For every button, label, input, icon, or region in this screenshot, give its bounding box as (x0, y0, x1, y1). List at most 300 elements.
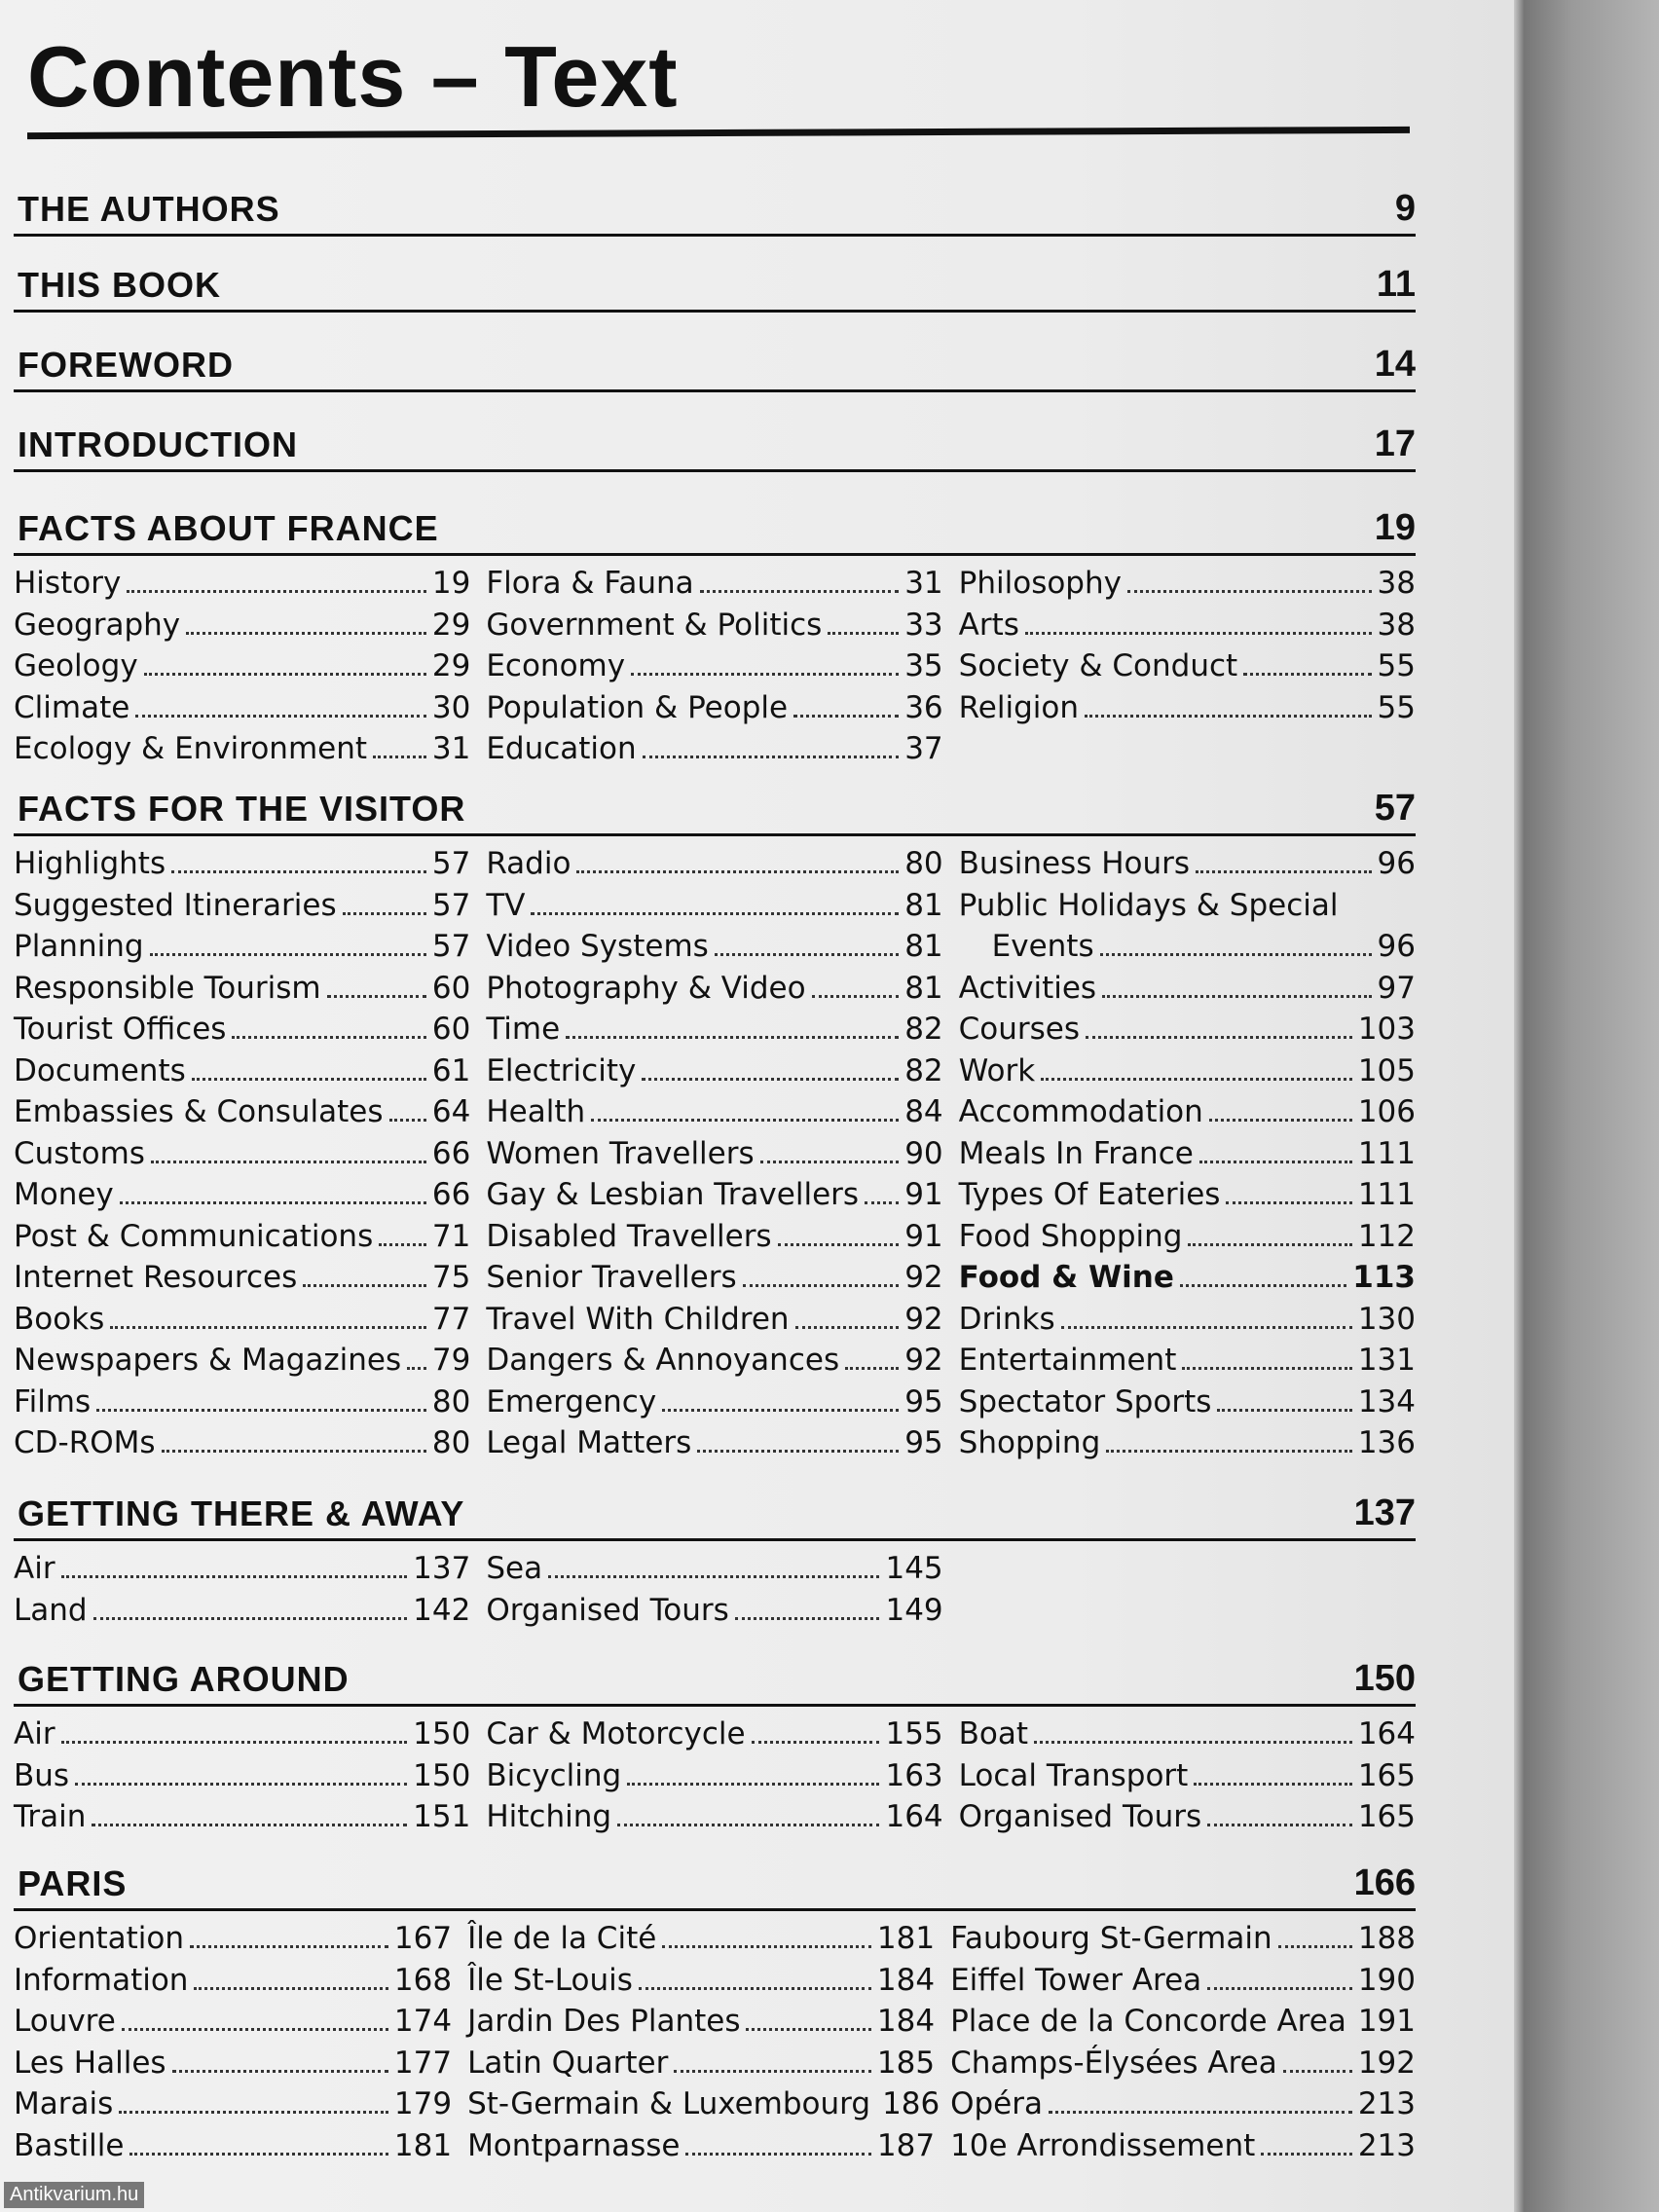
toc-entry-label: Jardin Des Plantes (467, 2004, 741, 2039)
toc-entry[interactable] (14, 1921, 452, 1963)
dot-leader (1196, 863, 1372, 873)
entry-column (486, 566, 942, 773)
toc-entry-label: Legal Matters (486, 1425, 692, 1460)
toc-entry[interactable] (486, 1343, 942, 1384)
toc-entry-page: 57 (431, 929, 471, 964)
toc-entry-label: Food & Wine (958, 1260, 1174, 1295)
toc-entry[interactable] (486, 929, 942, 971)
toc-entry-page: 80 (904, 846, 943, 881)
toc-entry-page: 92 (904, 1343, 943, 1378)
section-page-number: 150 (1353, 1658, 1416, 1699)
toc-entry-label: Car & Motorcycle (486, 1716, 746, 1751)
toc-entry-page: 60 (431, 970, 471, 1006)
section-heading[interactable] (14, 421, 1416, 472)
toc-entry[interactable] (959, 929, 1416, 971)
toc-entry[interactable] (959, 846, 1416, 888)
toc-entry-page: 57 (431, 846, 471, 881)
section-title: INTRODUCTION (18, 424, 298, 464)
section-heading[interactable] (14, 341, 1416, 392)
toc-entry-page: 112 (1357, 1218, 1416, 1254)
toc-entry-page: 168 (393, 1962, 453, 1998)
dot-leader (1086, 1028, 1352, 1039)
section-title: FACTS FOR THE VISITOR (18, 789, 466, 829)
toc-entry[interactable] (14, 1136, 470, 1178)
toc-entry-label: Marais (14, 2086, 114, 2121)
toc-entry-page: 97 (1377, 970, 1416, 1006)
toc-entry[interactable] (486, 690, 942, 732)
toc-entry-page: 31 (904, 566, 943, 601)
toc-entry[interactable] (959, 1343, 1416, 1384)
toc-entry[interactable] (14, 1425, 470, 1467)
toc-entry[interactable] (14, 1716, 470, 1758)
toc-entry[interactable] (14, 2046, 452, 2087)
toc-entry[interactable] (14, 929, 470, 971)
toc-entry-label: Bus (14, 1757, 70, 1793)
toc-entry[interactable] (14, 888, 470, 930)
toc-entry[interactable] (486, 1136, 942, 1178)
toc-entry[interactable] (14, 846, 470, 888)
toc-entry-page: 33 (904, 607, 943, 643)
toc-entry-page: 181 (393, 2127, 453, 2163)
toc-entry[interactable] (486, 1758, 942, 1800)
toc-entry-page: 103 (1357, 1012, 1416, 1047)
toc-entry-label: Île St-Louis (467, 1962, 633, 1998)
section-the-authors (14, 185, 1416, 237)
dot-leader (1243, 665, 1371, 676)
toc-entry-page: 155 (885, 1716, 943, 1751)
toc-entry-label: Society & Conduct (958, 648, 1238, 683)
toc-entry-page: 106 (1357, 1094, 1416, 1129)
toc-entry-label: Champs-Élysées Area (950, 2045, 1277, 2081)
toc-entry[interactable] (486, 648, 942, 690)
toc-entry-label: Place de la Concorde Area (950, 2004, 1346, 2039)
toc-entry[interactable] (950, 2046, 1416, 2087)
dot-leader (1217, 1401, 1351, 1412)
dot-leader (389, 1111, 426, 1122)
toc-entry-label: Education (486, 731, 637, 766)
section-title: GETTING THERE & AWAY (18, 1493, 465, 1533)
toc-entry-label: Latin Quarter (467, 2045, 669, 2081)
dot-leader (1283, 2062, 1352, 2073)
dot-leader (685, 2145, 870, 2156)
toc-entry-label: Bicycling (486, 1757, 622, 1793)
toc-entry-page: 55 (1377, 648, 1416, 683)
toc-entry-page: 179 (393, 2086, 453, 2121)
toc-entry-page: 165 (1357, 1799, 1416, 1834)
dot-leader (119, 2103, 388, 2114)
toc-entry-page: 66 (431, 1135, 471, 1171)
section-heading[interactable] (14, 185, 1416, 237)
dot-leader (96, 1401, 426, 1412)
toc-entry[interactable] (959, 1384, 1416, 1426)
toc-entry-label: Films (14, 1383, 92, 1419)
toc-entry-page: 136 (1357, 1425, 1416, 1460)
entry-columns (14, 836, 1416, 1467)
toc-entry[interactable] (14, 690, 470, 732)
toc-entry-label: Emergency (486, 1383, 657, 1419)
toc-entry[interactable] (14, 1551, 470, 1593)
dot-leader (795, 1318, 900, 1329)
toc-entry-label: Air (14, 1716, 55, 1751)
section-heading[interactable] (14, 261, 1416, 313)
dot-leader (151, 1153, 426, 1163)
toc-entry-label: Eiffel Tower Area (950, 1962, 1202, 1998)
toc-entry-label: Bastille (14, 2127, 125, 2163)
dot-leader (379, 1235, 426, 1246)
dot-leader (700, 582, 900, 593)
dot-leader (75, 1775, 407, 1786)
toc-entry-page: 142 (413, 1592, 471, 1628)
toc-entry-page: 192 (1357, 2045, 1416, 2081)
toc-entry[interactable] (486, 1302, 942, 1344)
dot-leader (828, 624, 899, 635)
toc-entry[interactable] (959, 888, 1416, 930)
toc-entry-label: Books (14, 1301, 105, 1337)
toc-entry-label: Montparnasse (467, 2127, 681, 2163)
dot-leader (192, 1070, 426, 1081)
dot-leader (566, 1028, 899, 1039)
toc-entry-page: 91 (904, 1177, 943, 1212)
toc-entry-page: 71 (431, 1218, 471, 1254)
dot-leader (171, 863, 426, 873)
toc-entry[interactable] (14, 2004, 452, 2046)
toc-entry-page: 213 (1357, 2086, 1416, 2121)
entry-column (959, 566, 1416, 773)
dot-leader (1061, 1318, 1352, 1329)
toc-entry[interactable] (486, 1716, 942, 1758)
toc-entry-label: Types Of Eateries (958, 1177, 1221, 1212)
toc-entry-page: 174 (393, 2004, 453, 2039)
toc-entry-page: 57 (431, 887, 471, 923)
toc-entry[interactable] (467, 2086, 940, 2128)
toc-entry[interactable] (486, 608, 942, 649)
toc-entry[interactable] (959, 1053, 1416, 1095)
dot-leader (760, 1153, 900, 1163)
toc-entry-page: 137 (413, 1551, 471, 1586)
toc-entry-page: 80 (431, 1383, 471, 1419)
toc-entry-label: Senior Travellers (486, 1260, 737, 1295)
toc-entry-label: Meals In France (958, 1135, 1194, 1171)
toc-entry[interactable] (14, 1177, 470, 1219)
dot-leader (144, 665, 426, 676)
toc-entry[interactable] (486, 888, 942, 930)
toc-entry[interactable] (950, 2004, 1416, 2046)
toc-entry-label: Responsible Tourism (14, 970, 321, 1006)
toc-entry-page: 92 (904, 1301, 943, 1337)
dot-leader (752, 1733, 880, 1744)
toc-entry[interactable] (14, 648, 470, 690)
toc-entry-label: Government & Politics (486, 607, 823, 643)
dot-leader (373, 748, 426, 758)
toc-entry[interactable] (959, 1177, 1416, 1219)
entry-column (959, 1551, 1416, 1634)
toc-entry[interactable] (959, 690, 1416, 732)
toc-entry-label: Dangers & Annoyances (486, 1343, 840, 1378)
toc-entry[interactable] (959, 1425, 1416, 1467)
toc-entry-page: 81 (904, 887, 943, 923)
toc-entry[interactable] (486, 1425, 942, 1467)
toc-entry-label: Radio (486, 846, 571, 881)
toc-entry-page: 96 (1377, 846, 1416, 881)
toc-entry[interactable] (486, 1260, 942, 1302)
toc-entry-label: Video Systems (486, 929, 709, 964)
toc-entry[interactable] (950, 2086, 1416, 2128)
toc-entry[interactable] (486, 1799, 942, 1841)
toc-entry-page: 150 (413, 1716, 471, 1751)
toc-entry-page: 149 (885, 1592, 943, 1628)
toc-entry[interactable] (14, 2086, 452, 2128)
toc-entry[interactable] (486, 971, 942, 1013)
section-page-number: 57 (1374, 788, 1416, 829)
toc-entry[interactable] (486, 1012, 942, 1053)
dot-leader (1025, 624, 1372, 635)
toc-entry-label: Spectator Sports (958, 1383, 1212, 1419)
toc-entry-label: Time (486, 1012, 561, 1047)
toc-entry-label: Post & Communications (14, 1218, 374, 1254)
toc-entry-label: Climate (14, 689, 130, 725)
toc-entry-page: 213 (1357, 2127, 1416, 2163)
toc-entry-label: Faubourg St-Germain (950, 1921, 1272, 1956)
toc-entry-page: 64 (431, 1094, 471, 1129)
dot-leader (643, 748, 900, 758)
dot-leader (135, 707, 426, 718)
toc-entry-label: Île de la Cité (467, 1921, 657, 1956)
toc-entry[interactable] (486, 566, 942, 608)
toc-entry[interactable] (959, 1302, 1416, 1344)
toc-entry[interactable] (959, 648, 1416, 690)
toc-entry[interactable] (959, 1136, 1416, 1178)
toc-entry[interactable] (467, 1921, 935, 1963)
toc-entry[interactable] (14, 1053, 470, 1095)
toc-entry[interactable] (14, 1260, 470, 1302)
toc-entry-label: 10e Arrondissement (950, 2127, 1256, 2163)
dot-leader (186, 624, 426, 635)
dot-leader (1209, 1111, 1352, 1122)
toc-entry-label: Ecology & Environment (14, 731, 368, 766)
toc-entry-page: 19 (431, 566, 471, 601)
toc-entry-page: 38 (1377, 566, 1416, 601)
toc-entry-label: Orientation (14, 1921, 185, 1956)
toc-entry[interactable] (14, 1963, 452, 2005)
dot-leader (697, 1442, 899, 1453)
dot-leader (548, 1567, 879, 1578)
toc-entry-label: Highlights (14, 846, 166, 881)
toc-entry[interactable] (14, 1094, 470, 1136)
toc-entry-label: Train (14, 1799, 87, 1834)
dot-leader (746, 2020, 870, 2031)
toc-entry-page: 79 (431, 1343, 471, 1378)
toc-entry[interactable] (14, 1302, 470, 1344)
dot-leader (617, 1816, 879, 1826)
toc-entry-page: 61 (431, 1052, 471, 1088)
toc-entry-label: Hitching (486, 1799, 612, 1834)
section-foreword (14, 341, 1416, 392)
toc-entry-label: Entertainment (958, 1343, 1177, 1378)
toc-entry-page: 151 (413, 1799, 471, 1834)
entry-columns (14, 1541, 1416, 1634)
toc-entry[interactable] (467, 2128, 935, 2170)
toc-entry[interactable] (959, 566, 1416, 608)
toc-entry-label: Internet Resources (14, 1260, 298, 1295)
dot-leader (1188, 1235, 1351, 1246)
dot-leader (662, 1937, 871, 1948)
toc-entry-label: Documents (14, 1052, 186, 1088)
toc-entry[interactable] (14, 1384, 470, 1426)
toc-entry-page: 91 (904, 1218, 943, 1254)
section-heading[interactable] (14, 504, 1416, 556)
toc-entry-page: 177 (393, 2045, 453, 2081)
dot-leader (778, 1235, 900, 1246)
entry-column (14, 1551, 470, 1634)
toc-entry[interactable] (486, 846, 942, 888)
section-heading[interactable] (14, 1860, 1416, 1911)
toc-entry[interactable] (959, 1260, 1416, 1302)
toc-entry-label: Louvre (14, 2004, 116, 2039)
toc-entry[interactable] (959, 1716, 1416, 1758)
toc-entry[interactable] (959, 1758, 1416, 1800)
entry-column (14, 846, 470, 1467)
toc-entry[interactable] (959, 1219, 1416, 1261)
toc-entry[interactable] (14, 731, 470, 773)
toc-entry[interactable] (14, 971, 470, 1013)
dot-leader (61, 1567, 408, 1578)
section-page-number: 14 (1374, 344, 1416, 385)
toc-entry-label: Flora & Fauna (486, 566, 694, 601)
toc-entry-label: Courses (958, 1012, 1081, 1047)
toc-entry-label: Activities (958, 970, 1097, 1006)
toc-entry[interactable] (486, 1177, 942, 1219)
page-header (27, 27, 679, 127)
dot-leader (110, 1318, 426, 1329)
section-this-book (14, 261, 1416, 313)
toc-entry[interactable] (486, 731, 942, 773)
toc-entry-page: 80 (431, 1425, 471, 1460)
toc-entry[interactable] (486, 1219, 942, 1261)
toc-entry-label: Boat (958, 1716, 1029, 1751)
toc-entry-label: Embassies & Consulates (14, 1094, 384, 1129)
section-heading[interactable] (14, 1655, 1416, 1707)
section-getting-there-away (14, 1490, 1416, 1634)
toc-entry[interactable] (486, 1053, 942, 1095)
toc-entry-label: Food Shopping (958, 1218, 1183, 1254)
toc-entry-page: 81 (904, 970, 943, 1006)
section-heading[interactable] (14, 1490, 1416, 1541)
dot-leader (735, 1609, 880, 1620)
toc-entry[interactable] (959, 1799, 1416, 1841)
toc-entry[interactable] (486, 1551, 942, 1593)
toc-entry-label: Public Holidays & Special (958, 887, 1339, 923)
toc-entry-label: Air (14, 1551, 55, 1586)
dot-leader (812, 987, 900, 998)
toc-entry[interactable] (486, 1593, 942, 1635)
toc-entry[interactable] (14, 1219, 470, 1261)
dot-leader (172, 2062, 388, 2073)
toc-entry[interactable] (14, 1343, 470, 1384)
dot-leader (1049, 2103, 1352, 2114)
toc-entry[interactable] (14, 608, 470, 649)
toc-entry[interactable] (959, 608, 1416, 649)
toc-entry-page: 186 (882, 2086, 940, 2121)
toc-entry[interactable] (959, 971, 1416, 1013)
toc-entry-label: Local Transport (958, 1757, 1189, 1793)
toc-entry-page: 90 (904, 1135, 943, 1171)
toc-entry[interactable] (14, 566, 470, 608)
title-rule (27, 127, 1410, 139)
dot-leader (1207, 1979, 1352, 1990)
dot-leader (743, 1276, 900, 1287)
dot-leader (715, 945, 899, 956)
dot-leader (639, 1979, 871, 1990)
toc-entry[interactable] (959, 1094, 1416, 1136)
toc-entry[interactable] (14, 2128, 452, 2170)
toc-entry[interactable] (14, 1758, 470, 1800)
toc-entry-page: 84 (904, 1094, 943, 1129)
toc-entry-label: Opéra (950, 2086, 1043, 2121)
toc-entry[interactable] (486, 1384, 942, 1426)
dot-leader (1041, 1070, 1352, 1081)
toc-entry-label: History (14, 566, 122, 601)
dot-leader (576, 863, 899, 873)
toc-entry[interactable] (14, 1799, 470, 1841)
toc-entry-page: 66 (431, 1177, 471, 1212)
dot-leader (642, 1070, 899, 1081)
toc-entry[interactable] (467, 1963, 935, 2005)
section-title: PARIS (18, 1863, 128, 1903)
toc-entry[interactable] (467, 2004, 935, 2046)
toc-entry-label: Health (486, 1094, 586, 1129)
toc-entry-label: Photography & Video (486, 970, 806, 1006)
toc-entry-label: CD-ROMs (14, 1425, 156, 1460)
toc-entry-label: Women Travellers (486, 1135, 755, 1171)
toc-entry-label: Disabled Travellers (486, 1218, 772, 1254)
toc-entry-page: 130 (1357, 1301, 1416, 1337)
toc-entry-label: Tourist Offices (14, 1012, 227, 1047)
toc-entry[interactable] (14, 1593, 470, 1635)
toc-entry-page: 95 (904, 1383, 943, 1419)
toc-entry-page: 55 (1377, 689, 1416, 725)
section-title: THE AUTHORS (18, 189, 280, 229)
toc-entry-label: Suggested Itineraries (14, 887, 337, 923)
toc-entry-page: 92 (904, 1260, 943, 1295)
dot-leader (1207, 1816, 1352, 1826)
toc-entry[interactable] (950, 1963, 1416, 2005)
toc-entry-label: Travel With Children (486, 1301, 790, 1337)
toc-entry-label: Geography (14, 607, 181, 643)
toc-entry-label: Religion (958, 689, 1080, 725)
toc-entry-page: 75 (431, 1260, 471, 1295)
toc-entry[interactable] (467, 2046, 935, 2087)
entry-column (486, 846, 942, 1467)
entry-column (959, 1716, 1416, 1841)
toc-entry-page: 150 (413, 1757, 471, 1793)
entry-columns (14, 1707, 1416, 1841)
entry-column (14, 1716, 470, 1841)
toc-entry[interactable] (486, 1094, 942, 1136)
toc-entry-label: Arts (958, 607, 1019, 643)
toc-entry-page: 35 (904, 648, 943, 683)
toc-entry[interactable] (959, 1012, 1416, 1053)
toc-entry-page: 31 (431, 731, 471, 766)
toc-entry[interactable] (950, 2128, 1416, 2170)
toc-entry-page: 165 (1357, 1757, 1416, 1793)
dot-leader (122, 2020, 388, 2031)
entry-column (14, 566, 470, 773)
toc-entry[interactable] (14, 1012, 470, 1053)
toc-entry[interactable] (950, 1921, 1416, 1963)
toc-entry-page: 111 (1357, 1177, 1416, 1212)
section-heading[interactable] (14, 785, 1416, 836)
dot-leader (150, 945, 426, 956)
